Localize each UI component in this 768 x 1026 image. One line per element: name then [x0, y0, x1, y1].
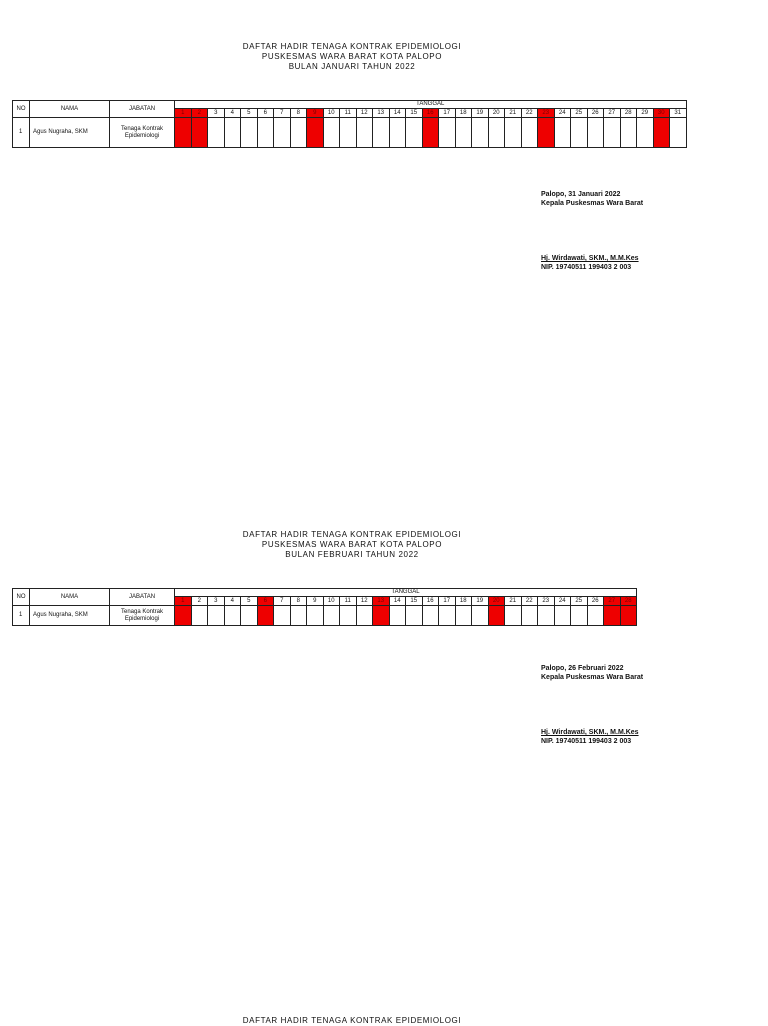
day-number-cell: 8: [290, 597, 307, 606]
attendance-cell[interactable]: [521, 606, 538, 626]
day-number-cell: 12: [356, 109, 373, 118]
sign-name: Hj. Wirdawati, SKM., M.M.Kes: [541, 255, 639, 262]
day-number-cell: 7: [274, 597, 291, 606]
day-number-cell: 12: [356, 597, 373, 606]
day-number-cell: 5: [241, 109, 258, 118]
attendance-cell[interactable]: [257, 606, 274, 626]
attendance-cell[interactable]: [175, 606, 192, 626]
day-number-cell: 26: [587, 109, 604, 118]
row-jabatan: [110, 118, 175, 148]
day-number-cell: 11: [340, 597, 357, 606]
day-number-cell: 4: [224, 597, 241, 606]
attendance-cell[interactable]: [604, 606, 621, 626]
attendance-table: [12, 100, 687, 148]
day-number-cell: 6: [257, 109, 274, 118]
day-number-cell: 28: [620, 597, 637, 606]
day-number-cell: 2: [191, 109, 208, 118]
day-number-cell: 20: [488, 597, 505, 606]
attendance-table: [12, 588, 637, 626]
attendance-cell[interactable]: [208, 606, 225, 626]
day-number-cell: 18: [455, 109, 472, 118]
attendance-cell[interactable]: [191, 118, 208, 148]
day-number-cell: 13: [373, 597, 390, 606]
day-number-cell: 10: [323, 109, 340, 118]
title-line-1: DAFTAR HADIR TENAGA KONTRAK EPIDEMIOLOGI: [242, 530, 462, 539]
row-jabatan: [110, 606, 175, 626]
day-number-cell: 21: [505, 109, 522, 118]
signature-block: [541, 191, 643, 272]
sign-position: Kepala Puskesmas Wara Barat: [541, 199, 644, 207]
header-nama: NAMA: [30, 101, 110, 118]
attendance-cell[interactable]: [389, 606, 406, 626]
attendance-cell[interactable]: [373, 118, 390, 148]
attendance-cell[interactable]: [571, 606, 588, 626]
attendance-cell[interactable]: [389, 118, 406, 148]
header-tanggal: TANGGAL: [175, 589, 637, 597]
attendance-cell[interactable]: [323, 606, 340, 626]
day-number-cell: 7: [274, 109, 291, 118]
day-number-cell: 31: [670, 109, 687, 118]
day-number-cell: 23: [538, 597, 555, 606]
day-number-cell: 26: [587, 597, 604, 606]
row-no: 1: [13, 606, 30, 626]
title-line-2: PUSKESMAS WARA BARAT KOTA PALOPO: [261, 52, 443, 61]
day-number-cell: 19: [472, 109, 489, 118]
attendance-cell[interactable]: [422, 606, 439, 626]
day-number-cell: 22: [521, 597, 538, 606]
attendance-cell[interactable]: [521, 118, 538, 148]
header-tanggal: TANGGAL: [175, 101, 687, 109]
day-number-cell: 29: [637, 109, 654, 118]
day-number-cell: 4: [224, 109, 241, 118]
day-number-cell: 17: [439, 109, 456, 118]
attendance-cell[interactable]: [472, 118, 489, 148]
attendance-cell[interactable]: [554, 118, 571, 148]
attendance-cell[interactable]: [455, 118, 472, 148]
attendance-cell[interactable]: [307, 118, 324, 148]
header-jabatan: JABATAN: [110, 589, 175, 606]
sign-nip: NIP. 19740511 199403 2 003: [541, 737, 632, 745]
attendance-cell[interactable]: [241, 606, 258, 626]
day-number-cell: 28: [620, 109, 637, 118]
attendance-cell[interactable]: [373, 606, 390, 626]
attendance-cell[interactable]: [488, 118, 505, 148]
header-row: [13, 589, 637, 597]
attendance-cell[interactable]: [290, 606, 307, 626]
day-number-cell: 14: [389, 109, 406, 118]
day-number-cell: 16: [422, 597, 439, 606]
document-title: [0, 42, 704, 72]
header-no: NO: [13, 589, 30, 606]
attendance-cell[interactable]: [191, 606, 208, 626]
day-number-cell: 8: [290, 109, 307, 118]
attendance-cell[interactable]: [538, 606, 555, 626]
day-number-cell: 1: [175, 597, 192, 606]
title-line-2: PUSKESMAS WARA BARAT KOTA PALOPO: [261, 540, 443, 549]
header-jabatan: JABATAN: [110, 101, 175, 118]
attendance-cell[interactable]: [307, 606, 324, 626]
day-number-cell: 18: [455, 597, 472, 606]
attendance-cell[interactable]: [422, 118, 439, 148]
attendance-cell[interactable]: [620, 606, 637, 626]
attendance-cell[interactable]: [472, 606, 489, 626]
sign-position: Kepala Puskesmas Wara Barat: [541, 673, 644, 681]
attendance-cell[interactable]: [620, 118, 637, 148]
day-number-cell: 2: [191, 597, 208, 606]
day-number-cell: 17: [439, 597, 456, 606]
attendance-cell[interactable]: [406, 606, 423, 626]
title-line-1: DAFTAR HADIR TENAGA KONTRAK EPIDEMIOLOGI: [242, 42, 462, 51]
attendance-cell[interactable]: [224, 606, 241, 626]
day-number-cell: 30: [653, 109, 670, 118]
row-nama: Agus Nugraha, SKM: [30, 606, 110, 626]
day-number-cell: 22: [521, 109, 538, 118]
day-number-cell: 3: [208, 597, 225, 606]
attendance-cell[interactable]: [406, 118, 423, 148]
day-number-cell: 13: [373, 109, 390, 118]
table-row: [13, 606, 637, 626]
attendance-cell[interactable]: [274, 118, 291, 148]
attendance-cell[interactable]: [175, 118, 192, 148]
attendance-cell[interactable]: [340, 118, 357, 148]
day-number-cell: 6: [257, 597, 274, 606]
day-number-cell: 16: [422, 109, 439, 118]
attendance-cell[interactable]: [323, 118, 340, 148]
attendance-cell[interactable]: [455, 606, 472, 626]
document-title: [0, 1016, 704, 1026]
sign-name: Hj. Wirdawati, SKM., M.M.Kes: [541, 729, 639, 736]
title-line-1: DAFTAR HADIR TENAGA KONTRAK EPIDEMIOLOGI: [242, 1016, 462, 1025]
day-number-cell: 9: [307, 109, 324, 118]
attendance-cell[interactable]: [587, 118, 604, 148]
day-number-cell: 21: [505, 597, 522, 606]
attendance-cell[interactable]: [290, 118, 307, 148]
attendance-cell[interactable]: [554, 606, 571, 626]
jabatan-line-1: Tenaga Kontrak: [120, 125, 164, 132]
header-row: [13, 101, 687, 109]
day-number-cell: 24: [554, 109, 571, 118]
attendance-cell[interactable]: [439, 118, 456, 148]
row-no: 1: [13, 118, 30, 148]
day-number-cell: 15: [406, 109, 423, 118]
attendance-cell[interactable]: [224, 118, 241, 148]
attendance-cell[interactable]: [241, 118, 258, 148]
attendance-cell[interactable]: [538, 118, 555, 148]
document-title: [0, 530, 704, 560]
attendance-cell[interactable]: [439, 606, 456, 626]
attendance-cell[interactable]: [653, 118, 670, 148]
signature-block: [541, 665, 643, 746]
jabatan-line-2: Epidemiologi: [124, 615, 160, 622]
day-number-cell: 1: [175, 109, 192, 118]
attendance-cell[interactable]: [356, 606, 373, 626]
row-nama: Agus Nugraha, SKM: [30, 118, 110, 148]
day-number-cell: 5: [241, 597, 258, 606]
attendance-cell[interactable]: [505, 606, 522, 626]
day-number-cell: 25: [571, 109, 588, 118]
day-number-cell: 19: [472, 597, 489, 606]
day-number-cell: 11: [340, 109, 357, 118]
day-number-cell: 25: [571, 597, 588, 606]
sign-place-date: Palopo, 26 Februari 2022: [541, 665, 624, 672]
day-number-cell: 9: [307, 597, 324, 606]
attendance-cell[interactable]: [208, 118, 225, 148]
day-number-cell: 14: [389, 597, 406, 606]
attendance-cell[interactable]: [637, 118, 654, 148]
day-number-cell: 3: [208, 109, 225, 118]
attendance-cell[interactable]: [257, 118, 274, 148]
sign-nip: NIP. 19740511 199403 2 003: [541, 263, 632, 271]
jabatan-line-1: Tenaga Kontrak: [120, 608, 164, 615]
attendance-cell[interactable]: [505, 118, 522, 148]
attendance-cell[interactable]: [274, 606, 291, 626]
attendance-cell[interactable]: [356, 118, 373, 148]
day-number-cell: 24: [554, 597, 571, 606]
attendance-cell[interactable]: [340, 606, 357, 626]
sign-place-date: Palopo, 31 Januari 2022: [541, 191, 621, 198]
day-number-cell: 15: [406, 597, 423, 606]
day-number-cell: 27: [604, 109, 621, 118]
jabatan-line-2: Epidemiologi: [124, 132, 160, 139]
day-number-cell: 23: [538, 109, 555, 118]
day-number-cell: 10: [323, 597, 340, 606]
table-row: [13, 118, 687, 148]
day-number-cell: 27: [604, 597, 621, 606]
attendance-cell[interactable]: [670, 118, 687, 148]
header-no: NO: [13, 101, 30, 118]
day-number-cell: 20: [488, 109, 505, 118]
title-line-3: BULAN FEBRUARI TAHUN 2022: [285, 550, 419, 559]
attendance-cell[interactable]: [587, 606, 604, 626]
title-line-3: BULAN JANUARI TAHUN 2022: [288, 62, 416, 71]
attendance-cell[interactable]: [571, 118, 588, 148]
header-nama: NAMA: [30, 589, 110, 606]
attendance-cell[interactable]: [488, 606, 505, 626]
attendance-cell[interactable]: [604, 118, 621, 148]
